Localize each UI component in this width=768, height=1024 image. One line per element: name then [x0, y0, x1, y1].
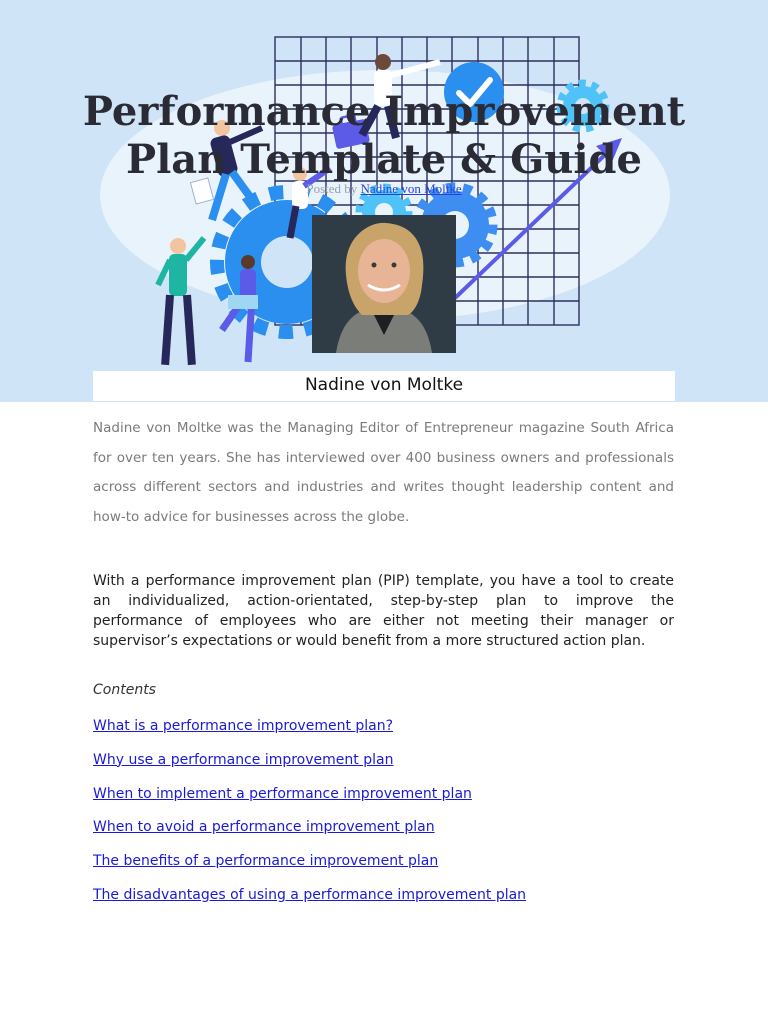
toc-item	[93, 851, 526, 885]
byline	[0, 181, 768, 197]
toc-item	[93, 784, 526, 818]
toc-link-when-to-avoid[interactable]: When to avoid a performance improvement plan	[93, 819, 435, 836]
toc-item	[93, 885, 526, 919]
author-bio: Nadine von Moltke was the Managing Editor of Entrepreneur magazine South Africa for over ten years. She has interviewed over 400 business owners and professionals across different sectors and industries and writes thought leadership content and how-to advice for businesses across the globe.	[93, 420, 674, 525]
hero-banner	[0, 0, 768, 402]
author-name: Nadine von Moltke	[93, 371, 675, 401]
toc-item	[93, 716, 526, 750]
author-avatar	[312, 215, 456, 353]
author-photo-illustration	[312, 215, 456, 353]
toc-link-disadvantages[interactable]: The disadvantages of using a performance improvement plan	[93, 886, 527, 903]
article-title-line-2: Plan Template & Guide	[126, 136, 642, 183]
toc-item	[93, 750, 526, 784]
toc-item	[93, 817, 526, 851]
toc-link-what-is-pip[interactable]: What is a performance improvement plan?	[93, 718, 394, 734]
table-of-contents	[93, 716, 526, 919]
toc-link-why-use-pip[interactable]: Why use a performance improvement plan	[93, 751, 394, 768]
toc-link-benefits[interactable]: The benefits of a performance improvement plan	[93, 853, 439, 870]
intro-paragraph: With a performance improvement plan (PIP) template, you have a tool to create an individualized, action-orientated, step-by-step plan to improve the performance of employees who are either not meeting their manager or supervisor’s expectations or would benefit from a more structured action plan.	[93, 573, 674, 649]
toc-link-when-to-implement[interactable]: When to implement a performance improvement plan	[93, 785, 472, 802]
contents-heading: Contents	[93, 682, 156, 698]
article-title	[0, 88, 768, 184]
byline-author-link[interactable]: Nadine von Moltke	[360, 181, 462, 196]
article-title-line-1: Performance Improvement	[82, 88, 686, 135]
byline-prefix: Posted by	[306, 181, 358, 196]
